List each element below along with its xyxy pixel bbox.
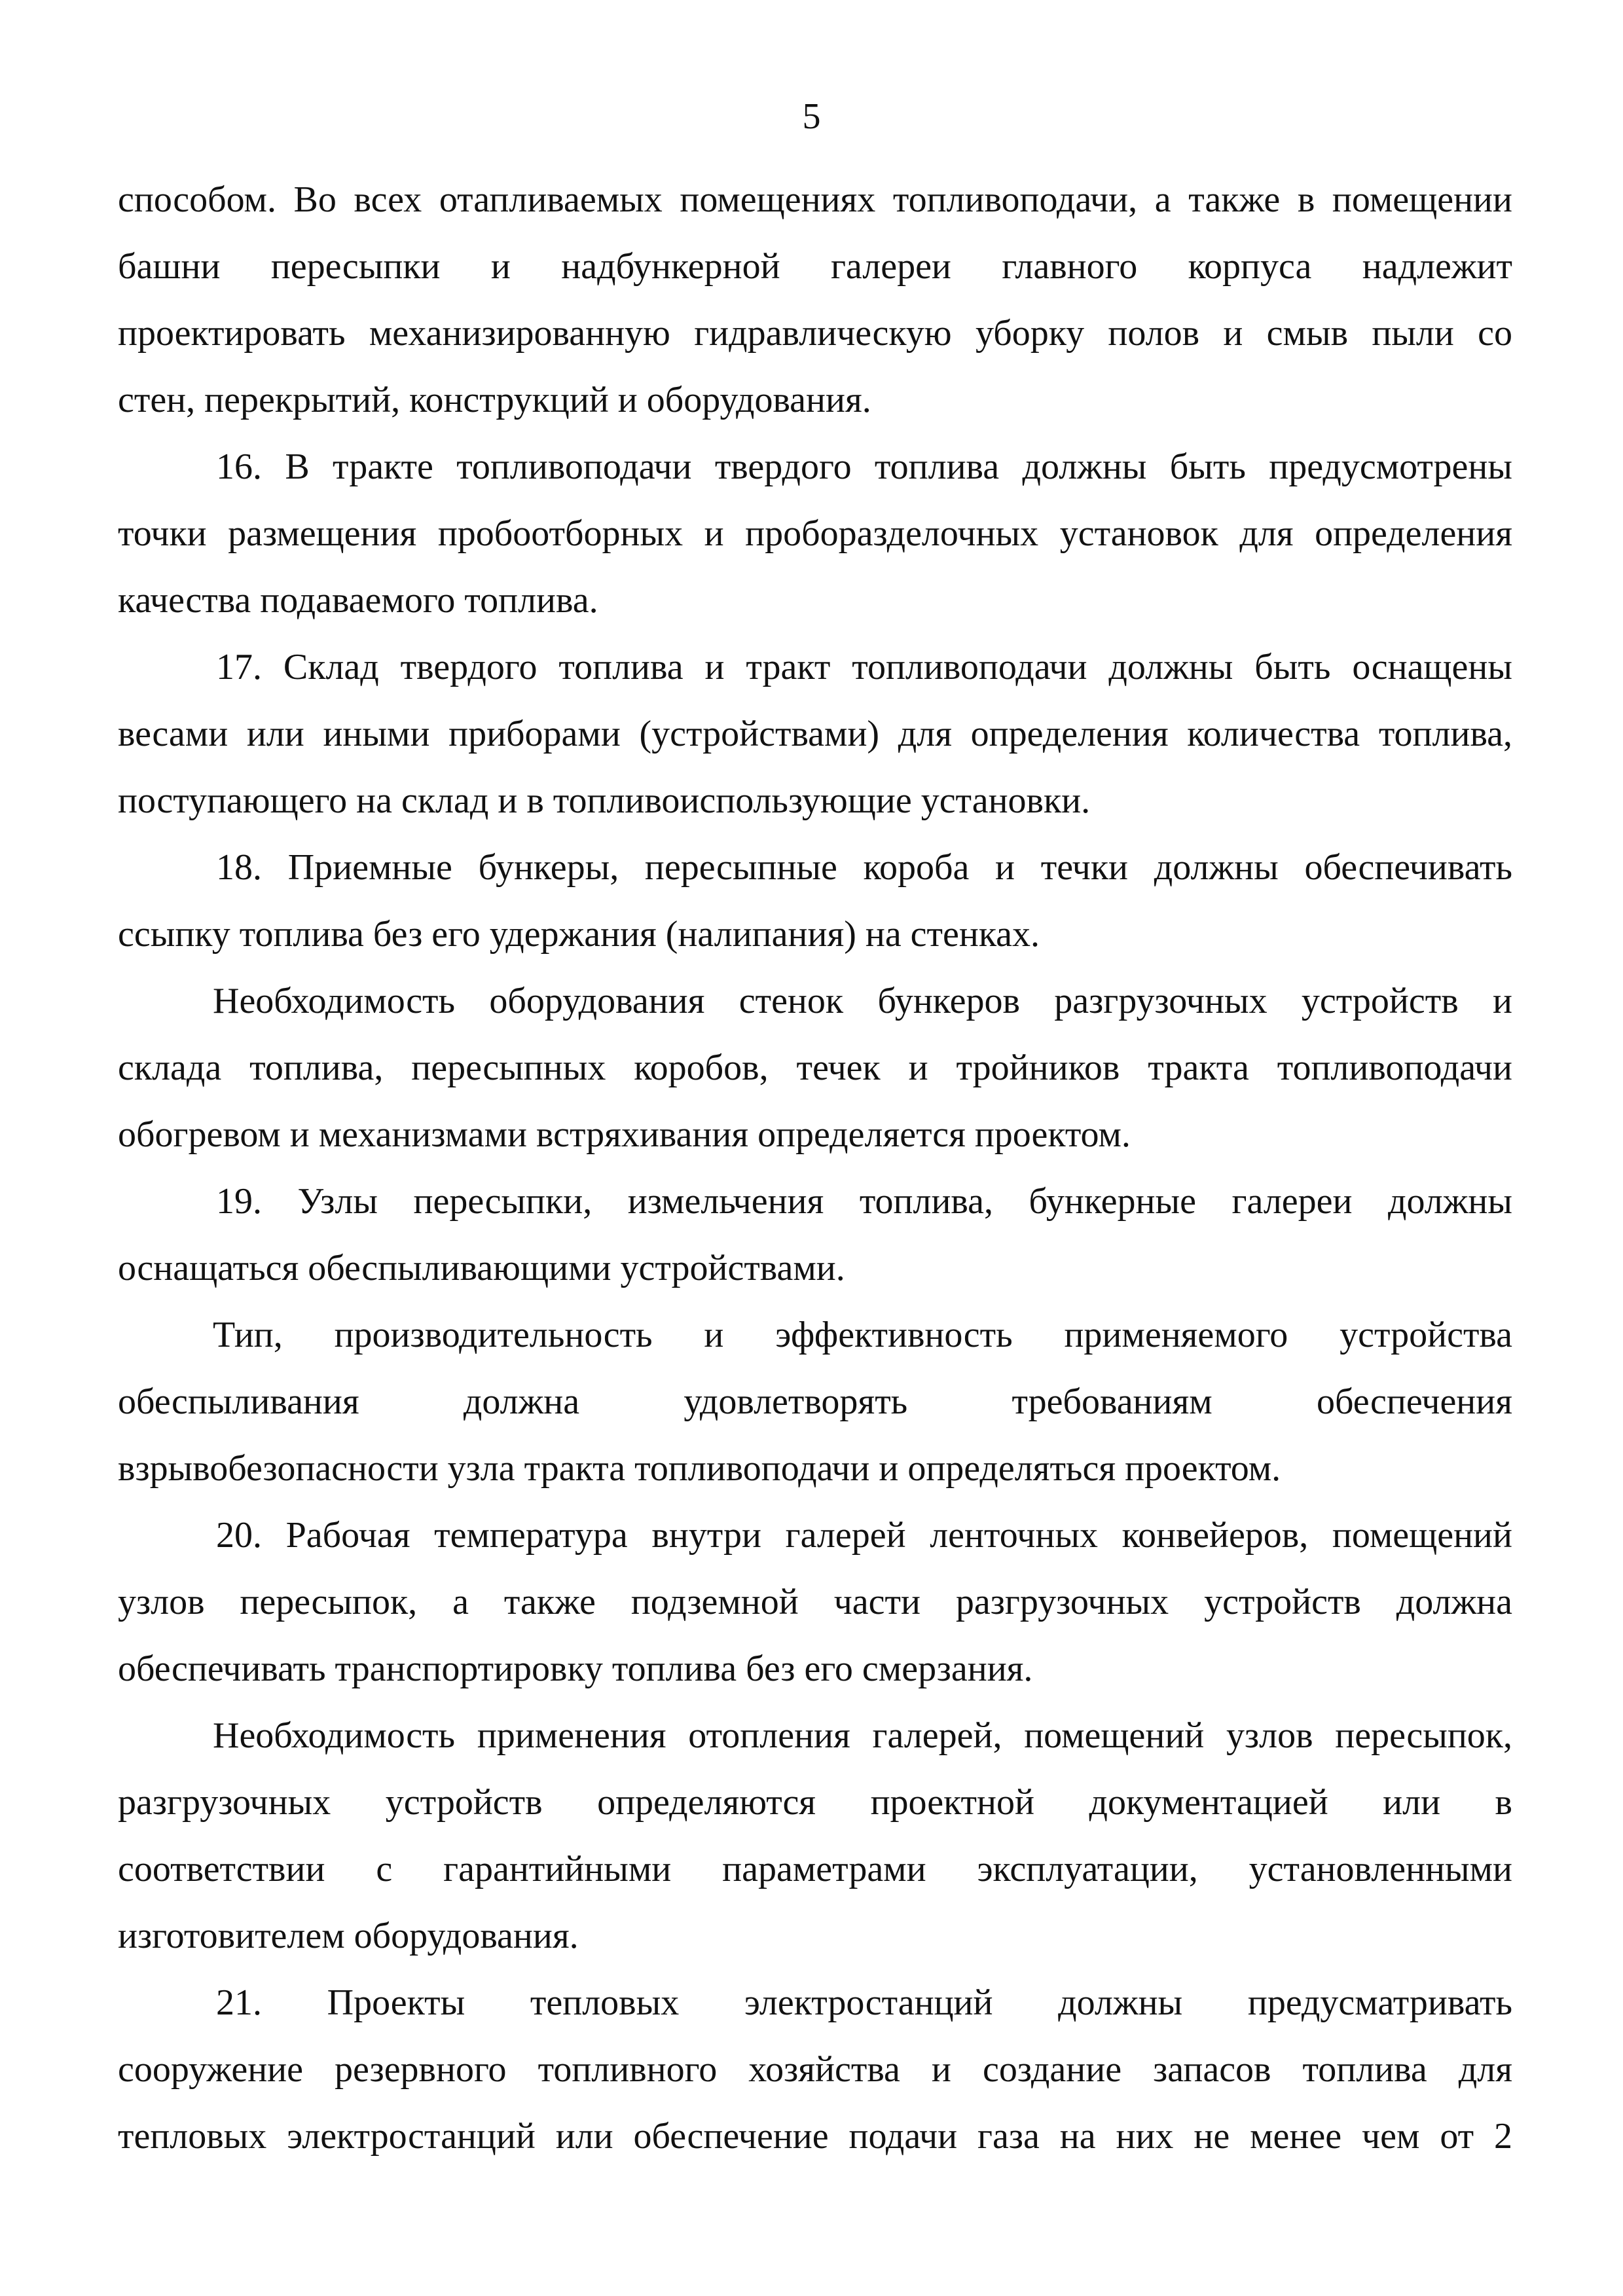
paragraph-19 — [118, 1168, 1512, 1302]
text-line: узлов пересыпок, а также подземной части разгрузочных устройств должна — [118, 1582, 1512, 1622]
text-line: разгрузочных устройств определяются проектной документацией или в — [118, 1782, 1512, 1823]
text-line: оснащаться обеспыливающими устройствами. — [118, 1248, 845, 1288]
paragraph-18 — [118, 834, 1512, 968]
text-line: Необходимость оборудования стенок бункеров разгрузочных устройств и — [213, 981, 1512, 1021]
paragraph-17 — [118, 634, 1512, 834]
text-line: 21. Проекты тепловых электростанций должны предусматривать — [216, 1982, 1512, 2023]
paragraph-16 — [118, 433, 1512, 634]
text-line: взрывобезопасности узла тракта топливоподачи и определяться проектом. — [118, 1448, 1281, 1489]
text-line: соответствии с гарантийными параметрами эксплуатации, установленными — [118, 1849, 1512, 1889]
text-line: 18. Приемные бункеры, пересыпные короба и течки должны обеспечивать — [216, 847, 1512, 888]
text-line: склада топлива, пересыпных коробов, течек и тройников тракта топливоподачи — [118, 1048, 1512, 1088]
text-line: качества подаваемого топлива. — [118, 580, 598, 621]
text-line: 20. Рабочая температура внутри галерей ленточных конвейеров, помещений — [216, 1515, 1512, 1556]
paragraph-18-continued — [118, 968, 1512, 1168]
text-line: 16. В тракте топливоподачи твердого топлива должны быть предусмотрены — [216, 446, 1512, 487]
paragraph-20-continued — [118, 1702, 1512, 1969]
text-line: стен, перекрытий, конструкций и оборудования. — [118, 380, 871, 420]
paragraph-21 — [118, 1969, 1512, 2170]
text-line: тепловых электростанций или обеспечение подачи газа на них не менее чем от 2 — [118, 2116, 1512, 2157]
text-line: изготовителем оборудования. — [118, 1916, 579, 1956]
text-line: ссыпку топлива без его удержания (налипания) на стенках. — [118, 914, 1040, 955]
text-line: 17. Склад твердого топлива и тракт топливоподачи должны быть оснащены — [216, 647, 1512, 687]
text-line: сооружение резервного топливного хозяйства и создание запасов топлива для — [118, 2049, 1512, 2090]
paragraph-20 — [118, 1502, 1512, 1702]
text-line: весами или иными приборами (устройствами) для определения количества топлива, — [118, 714, 1512, 754]
text-line: точки размещения пробоотборных и проборазделочных установок для определения — [118, 513, 1512, 554]
paragraph-19-continued — [118, 1302, 1512, 1502]
paragraph-continuation — [118, 166, 1512, 433]
text-line: Необходимость применения отопления галерей, помещений узлов пересыпок, — [213, 1715, 1512, 1756]
text-line: поступающего на склад и в топливоиспользующие установки. — [118, 780, 1091, 821]
text-line: Тип, производительность и эффективность применяемого устройства — [213, 1315, 1512, 1355]
text-line: 19. Узлы пересыпки, измельчения топлива, бункерные галереи должны — [216, 1181, 1512, 1222]
text-line: обеспыливания должна удовлетворять требованиям обеспечения — [118, 1381, 1512, 1422]
text-line: обогревом и механизмами встряхивания определяется проектом. — [118, 1114, 1131, 1155]
text-line: проектировать механизированную гидравлическую уборку полов и смыв пыли со — [118, 313, 1512, 354]
document-body — [118, 166, 1512, 2170]
text-line: обеспечивать транспортировку топлива без его смерзания. — [118, 1649, 1033, 1689]
page-number: 5 — [802, 96, 821, 137]
text-line: способом. Во всех отапливаемых помещениях топливоподачи, а также в помещении — [118, 179, 1512, 220]
text-line: башни пересыпки и надбункерной галереи главного корпуса надлежит — [118, 246, 1512, 287]
